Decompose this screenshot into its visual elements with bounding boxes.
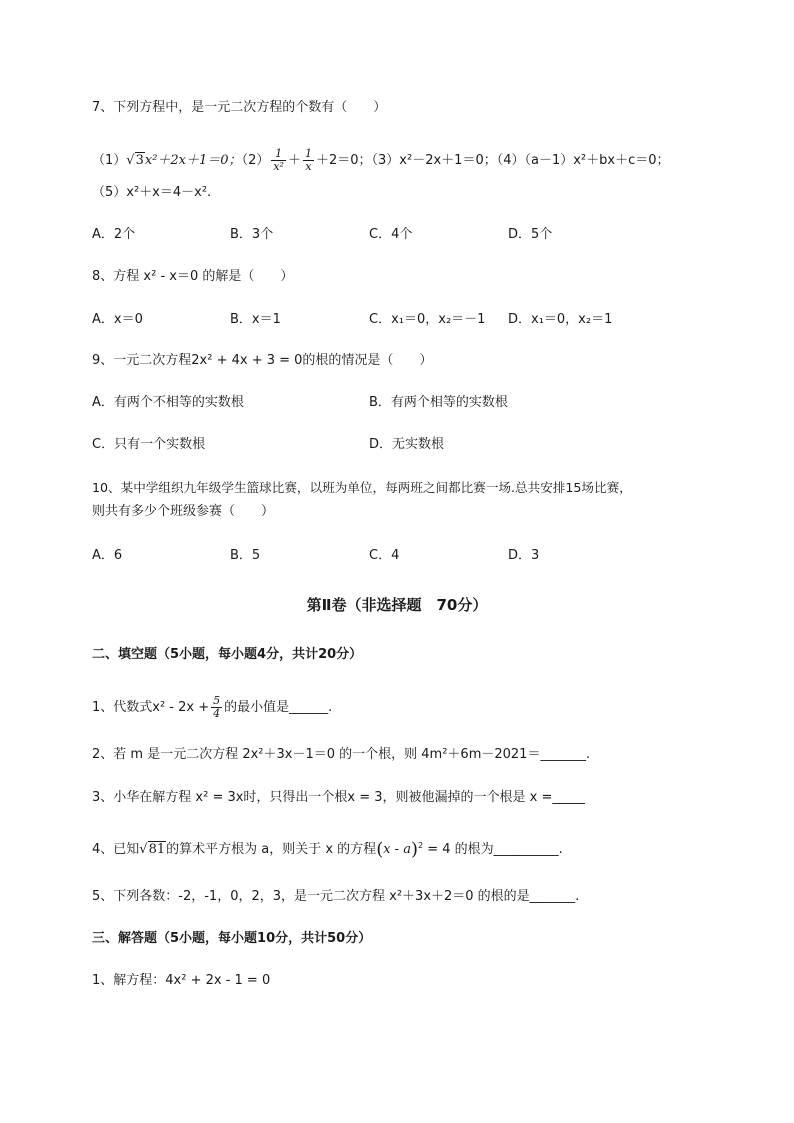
q7-option-d: D．5个: [508, 227, 553, 242]
q7-item2-prefix: （2）: [241, 153, 270, 168]
f4-exponent: 2: [418, 841, 424, 850]
question-10-stem-line1: 10、某中学组织九年级学生篮球比赛，以班为单位，每两班之间都比赛一场.总共安排15场比赛，: [92, 480, 632, 495]
q8-option-d: D．x₁＝0，x₂＝1: [508, 312, 613, 327]
f4-open-paren: (: [376, 839, 384, 860]
f4-suffix: = 4 的根为__________.: [423, 842, 563, 857]
fill-question-5: 5、下列各数：-2，-1，0，2，3，是一元二次方程 x²＋3x＋2＝0 的根的是_______.: [92, 889, 580, 904]
f4-close-paren: ): [410, 839, 418, 860]
part-2-title: 第Ⅱ卷（非选择题 70分）: [306, 596, 488, 614]
solve-section-heading: 三、解答题（5小题，每小题10分，共计50分）: [92, 931, 372, 946]
q7-item2-frac1: $\frac{1}{\text{x²}}$: [273, 147, 284, 173]
f4-paren-inner: x - a: [383, 842, 411, 857]
q7-item1-prefix: （1）: [92, 153, 127, 168]
question-8-stem: 8、方程 x² - x＝0 的解是（ ）: [92, 269, 294, 284]
q7-item4: （4）（a－1）x²＋bx＋c＝0；: [496, 153, 670, 168]
q7-item1-sqrt: √3: [126, 153, 144, 168]
q7-option-a: A．2个: [92, 227, 136, 242]
q7-item5: （5）x²＋x＝4－x².: [92, 185, 212, 200]
solve-question-1: 1、解方程：4x² + 2x - 1 = 0: [92, 973, 271, 988]
f1-fraction: $\frac{5}{4}$: [213, 694, 221, 720]
q7-item2-rest: ＋2＝0；: [315, 153, 372, 168]
fill-in-section-heading: 二、填空题（5小题，每小题4分，共计20分）: [92, 647, 363, 662]
q7-item2-frac2: $\frac{1}{x}$: [304, 147, 312, 173]
q7-item1-rest: x²＋2x＋1＝0；: [144, 153, 242, 168]
q9-option-b: B．有两个相等的实数根: [369, 395, 508, 410]
f4-middle: 的算术平方根为 a，则关于 x 的方程: [166, 842, 377, 857]
fill-question-3: 3、小华在解方程 x² = 3x时，只得出一个根x = 3，则被他漏掉的一个根是 x =_____: [92, 790, 585, 805]
q7-item2-plus: ＋: [287, 153, 301, 168]
q9-option-c: C．只有一个实数根: [92, 437, 206, 452]
f1-prefix: 1、代数式x² - 2x +: [92, 700, 210, 715]
q7-option-b: B．3个: [230, 227, 274, 242]
q9-option-a: A．有两个不相等的实数根: [92, 395, 244, 410]
q8-option-a: A．x＝0: [92, 312, 143, 327]
fill-question-4: [92, 837, 563, 859]
question-10-stem-line2: 则共有多少个班级参赛（ ）: [92, 504, 275, 519]
q8-option-c: C．x₁＝0，x₂＝－1: [369, 312, 486, 327]
f4-sqrt: √81: [139, 842, 166, 857]
f4-prefix: 4、已知: [92, 842, 140, 857]
q8-option-b: B．x＝1: [230, 312, 281, 327]
q9-option-d: D．无实数根: [369, 437, 445, 452]
q7-option-c: C．4个: [369, 227, 413, 242]
question-7-items-line1: [92, 148, 670, 173]
q10-option-d: D．3: [508, 548, 540, 563]
q10-option-a: A．6: [92, 548, 123, 563]
q10-option-b: B．5: [230, 548, 261, 563]
f1-suffix: 的最小值是______.: [224, 700, 333, 715]
fill-question-1: [92, 695, 332, 720]
q7-item3: （3）x²－2x＋1＝0；: [371, 153, 497, 168]
q10-option-c: C．4: [369, 548, 400, 563]
fill-question-2: 2、若 m 是一元二次方程 2x²＋3x－1＝0 的一个根，则 4m²＋6m－2021＝_______.: [92, 747, 591, 762]
question-9-stem: 9、一元二次方程2x² + 4x + 3 = 0的根的情况是（ ）: [92, 353, 433, 368]
question-7-stem: 7、下列方程中，是一元二次方程的个数有（ ）: [92, 100, 387, 115]
